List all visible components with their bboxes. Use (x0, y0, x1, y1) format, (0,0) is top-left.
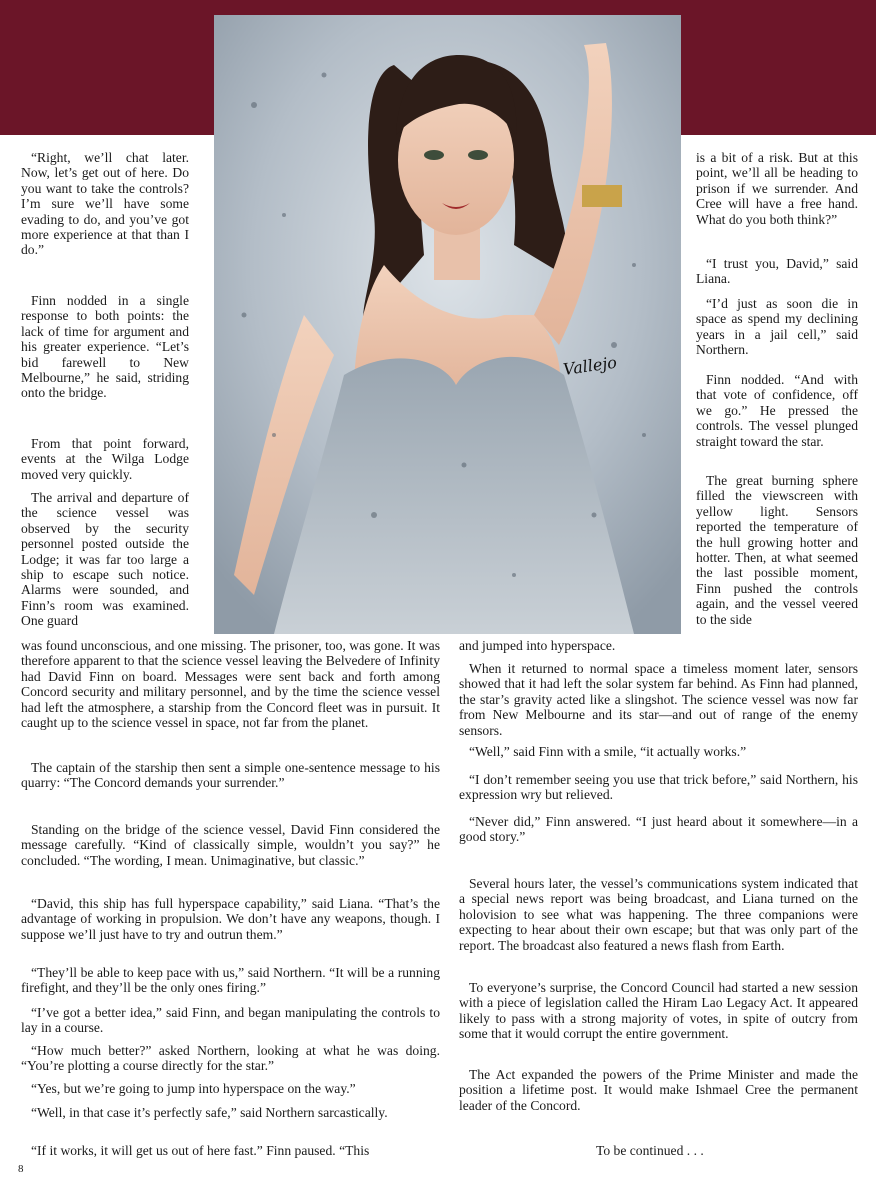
story-paragraph: “They’ll be able to keep pace with us,” said Northern. “It will be a running firefight, and they’ll be the only ones firing.” (21, 965, 440, 996)
story-paragraph: Finn nodded in a single response to both points: the lack of time for argument and his greater experience. “Let’s bid farewell to New Melbourne,” he said, striding onto the bridge. (21, 293, 189, 401)
artist-signature: Vallejo (561, 352, 618, 379)
story-paragraph: Finn nodded. “And with that vote of confidence, off we go.” He pressed the controls. The vessel plunged straight toward the star. (696, 372, 858, 449)
story-paragraph: To everyone’s surprise, the Concord Council had started a new session with a piece of legislation called the Hiram Lao Legacy Act. It appeared likely to pass with a strong majority of votes, in spite of outcry from some that it would corrupt the entire government. (459, 980, 858, 1042)
story-paragraph: “I don’t remember seeing you use that trick before,” said Northern, his expression wry but relieved. (459, 772, 858, 803)
story-paragraph: The Act expanded the powers of the Prime Minister and made the position a lifetime post. It would make Ishmael Cree the permanent leader of the Concord. (459, 1067, 858, 1113)
story-paragraph: The captain of the starship then sent a simple one-sentence message to his quarry: “The Concord demands your surrender.” (21, 760, 440, 791)
story-paragraph: “I’ve got a better idea,” said Finn, and began manipulating the controls to lay in a course. (21, 1005, 440, 1036)
story-paragraph: “I trust you, David,” said Liana. (696, 256, 858, 287)
illustration-painting (214, 15, 681, 634)
story-paragraph: When it returned to normal space a timeless moment later, sensors showed that it had left the solar system far behind. As Finn had planned, the star’s gravity acted like a slingshot. The science vessel was now far from New Melbourne and its star—and out of range of the enemy sensors. (459, 661, 858, 738)
story-paragraph: Standing on the bridge of the science vessel, David Finn considered the message carefully. “Kind of classically simple, wouldn’t you say?” he concluded. “The wording, I mean. Unimaginative, but classic.” (21, 822, 440, 868)
story-paragraph: “Never did,” Finn answered. “I just heard about it somewhere—in a good story.” (459, 814, 858, 845)
story-paragraph: The great burning sphere filled the viewscreen with yellow light. Sensors reported the temperature of the hull growing hotter and hotter. Then, at what seemed the last possible moment, Finn pushed the controls again, and the vessel veered to the side (696, 473, 858, 627)
story-paragraph: “Well,” said Finn with a smile, “it actually works.” (469, 744, 747, 759)
story-paragraph: Several hours later, the vessel’s communications system indicated that a special news report was being broadcast, and Liana turned on the holovision to see what was happening. The three companions were expecting to hear about their own escape; but that was only part of the report. The broadcast also featured a news flash from Earth. (459, 876, 858, 953)
story-paragraph: is a bit of a risk. But at this point, we’ll all be heading to prison if we surrender. And Cree will have a free hand. What do you both think?” (696, 150, 858, 227)
illustration-woman-in-gown (214, 15, 681, 634)
story-paragraph: The arrival and departure of the science vessel was observed by the security personnel posted outside the Lodge; it was far too large a ship to escape such notice. Alarms were sounded, and Finn’s room was examined. One guard (21, 490, 189, 629)
story-paragraph: “How much better?” asked Northern, looking at what he was doing. “You’re plotting a course directly for the star.” (21, 1043, 440, 1074)
story-paragraph: “If it works, it will get us out of here fast.” Finn paused. “This (31, 1143, 370, 1158)
story-paragraph: “Right, we’ll chat later. Now, let’s get out of here. Do you want to take the controls? I’m sure we’ll have some evading to do, and you’ve got more experience at that than I do.” (21, 150, 189, 258)
story-paragraph: “Well, in that case it’s perfectly safe,” said Northern sarcastically. (31, 1105, 388, 1120)
story-paragraph: “Yes, but we’re going to jump into hyperspace on the way.” (31, 1081, 356, 1096)
story-paragraph: From that point forward, events at the Wilga Lodge moved very quickly. (21, 436, 189, 482)
story-paragraph: “David, this ship has full hyperspace capability,” said Liana. “That’s the advantage of working in propulsion. We don’t have any weapons, though. I suppose we’ll just have to try and outrun them.” (21, 896, 440, 942)
story-paragraph: and jumped into hyperspace. (459, 638, 616, 653)
story-paragraph: “I’d just as soon die in space as spend my declining years in a jail cell,” said Northern. (696, 296, 858, 358)
continued-note: To be continued . . . (596, 1143, 704, 1158)
story-paragraph: was found unconscious, and one missing. The prisoner, too, was gone. It was therefore apparent to that the science vessel leaving the Belvedere of Infinity had David Finn on board. Messages were sent back and forth among Concord security and military personnel, and by the time the science vessel had left the atmosphere, a starship from the Concord fleet was in pursuit. It caught up to the science vessel in space, not far from the planet. (21, 638, 440, 731)
page-number: 8 (18, 1163, 24, 1175)
